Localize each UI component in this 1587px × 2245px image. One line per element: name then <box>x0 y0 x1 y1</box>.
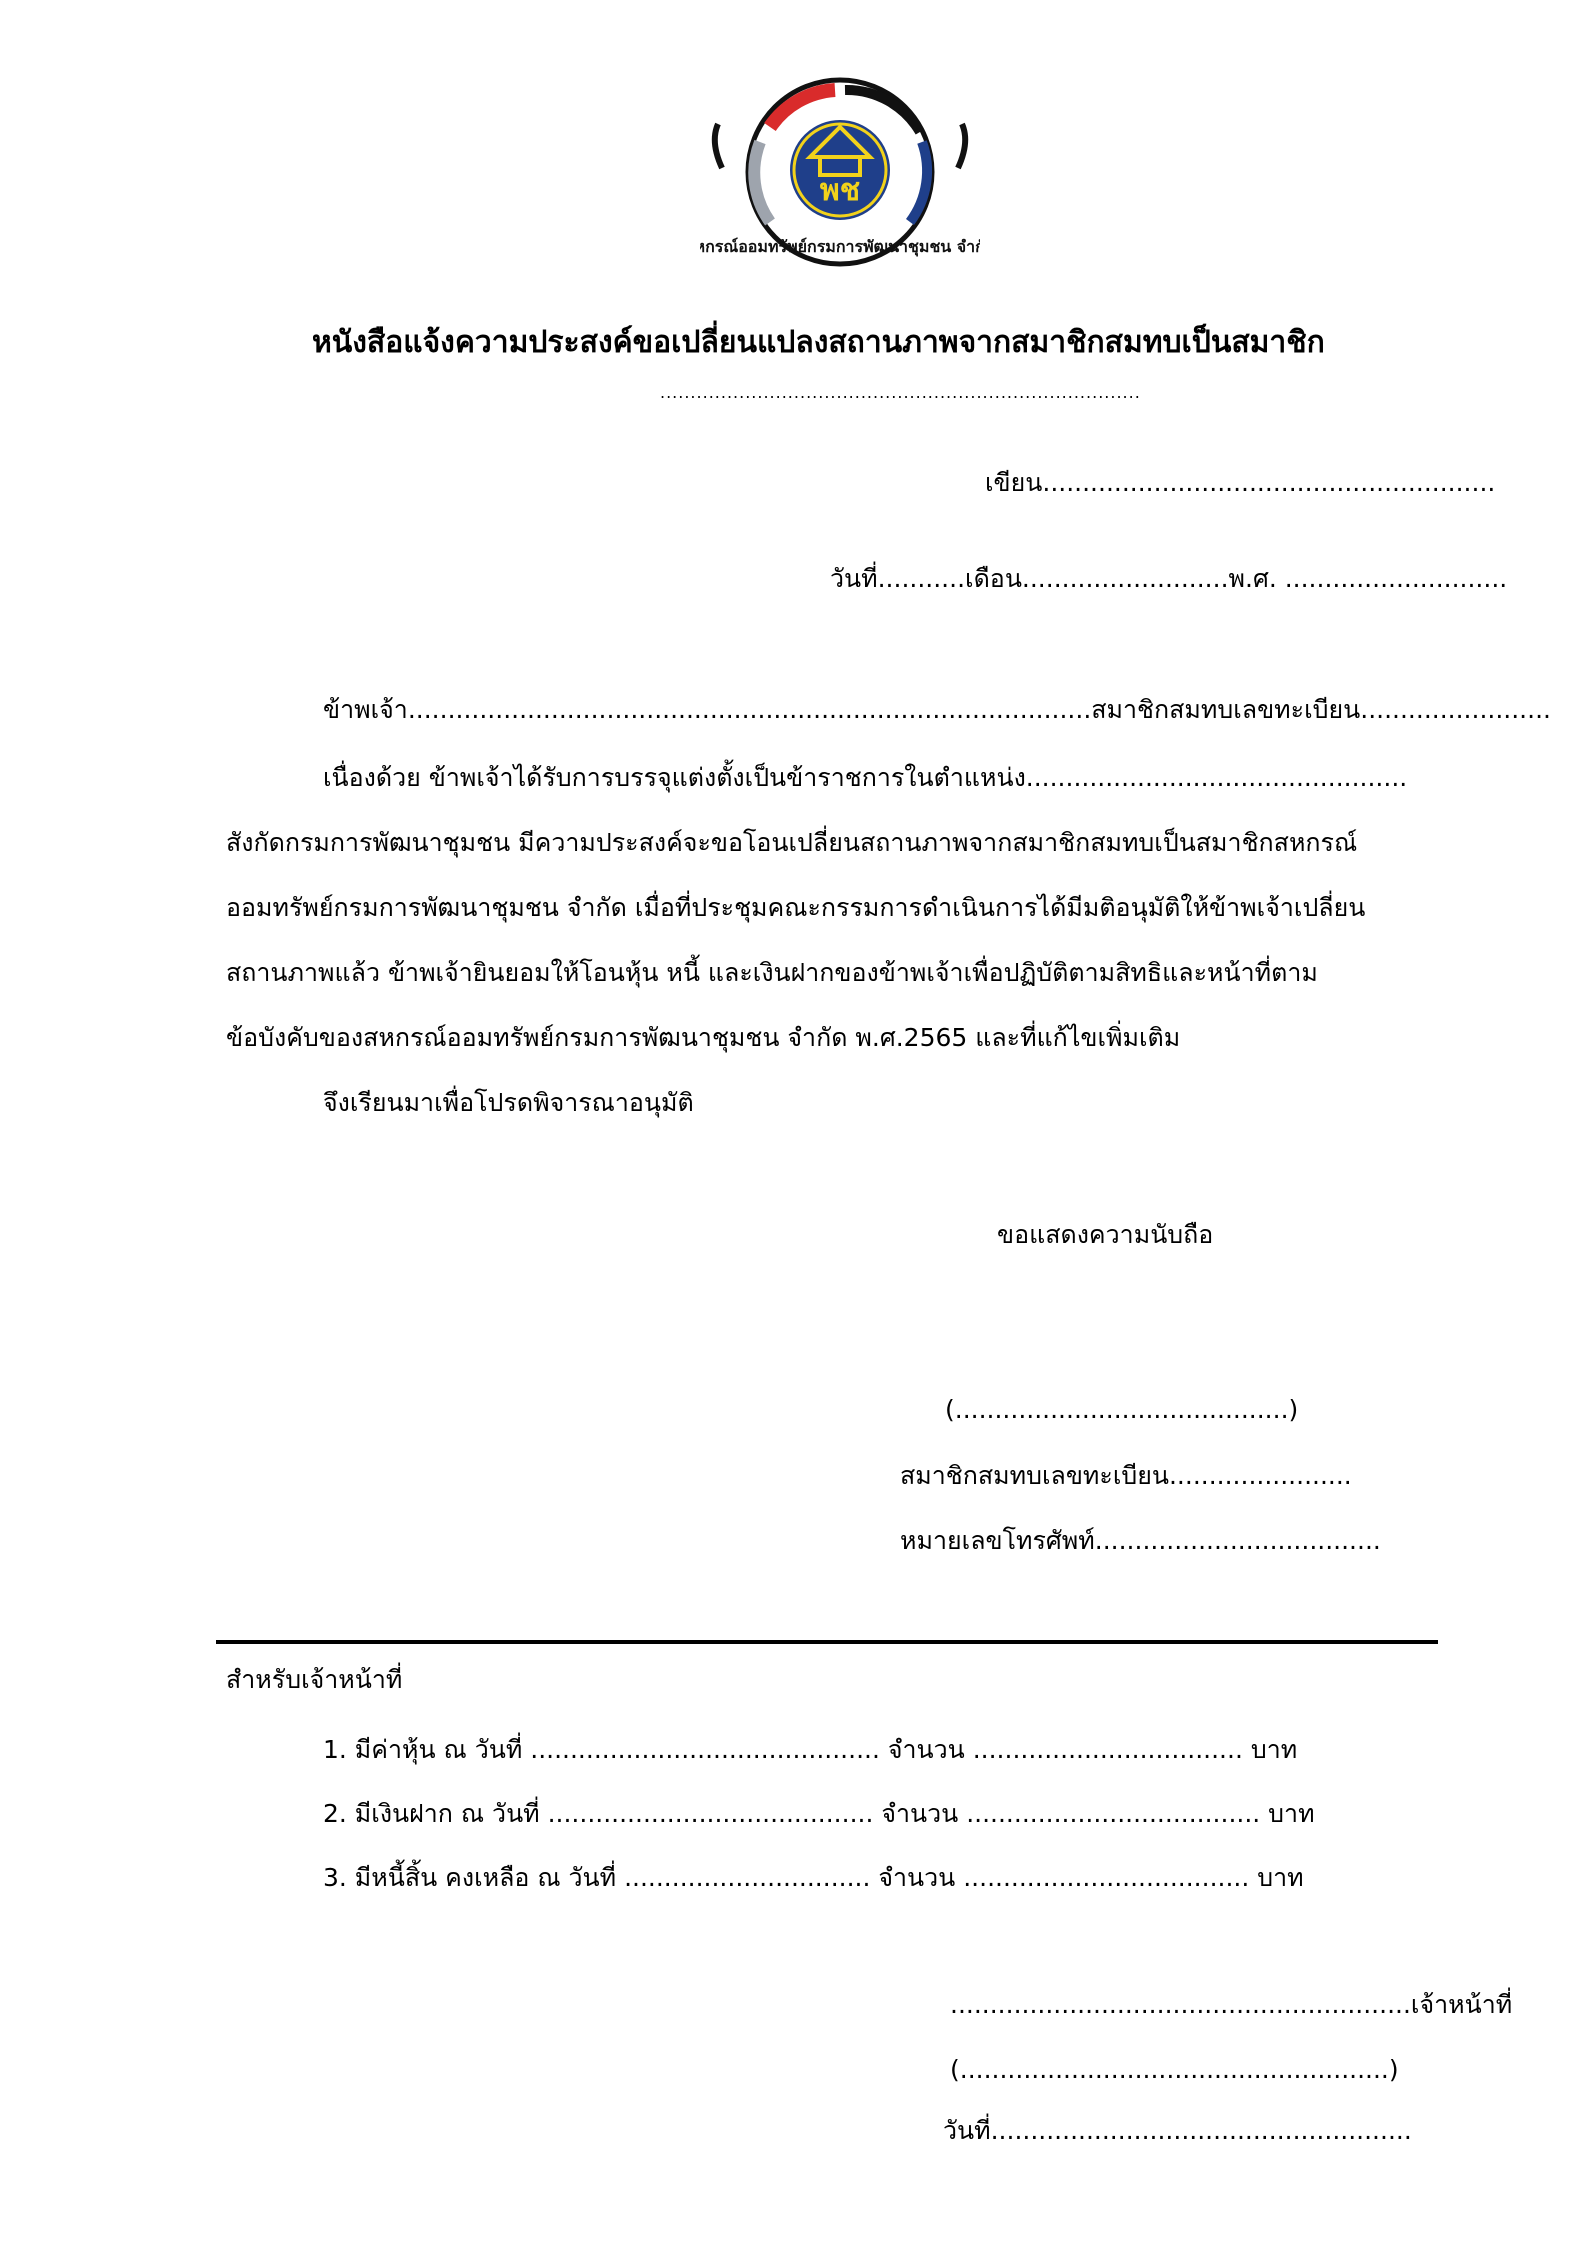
section-divider <box>216 1640 1438 1644</box>
phone-number-line: หมายเลขโทรศัพท์.................................... <box>900 1526 1381 1555</box>
signature-name-line: (..........................................) <box>945 1395 1299 1424</box>
member-number-line: สมาชิกสมทบเลขทะเบียน....................... <box>900 1461 1352 1490</box>
svg-text:พช: พช <box>819 173 861 208</box>
title-underline-dots: ............................................................................... <box>660 383 1141 402</box>
body-line-1: ข้าพเจ้า......................................................................................สมาชิกสมทบเลขทะเบียน........................ <box>323 695 1551 724</box>
body-line-7: จึงเรียนมาเพื่อโปรดพิจารณาอนุมัติ <box>323 1088 694 1117</box>
cooperative-logo <box>700 72 980 272</box>
officer-item-2: 2. มีเงินฝาก ณ วันที่ ......................................... จำนวน ..................................... บาท <box>323 1799 1315 1828</box>
cooperative-seal-graphic <box>700 72 980 272</box>
svg-text:สหกรณ์ออมทรัพย์กรมการพัฒนาชุมช: สหกรณ์ออมทรัพย์กรมการพัฒนาชุมชน จำกัด <box>700 237 980 256</box>
officer-heading: สำหรับเจ้าหน้าที่ <box>226 1665 403 1694</box>
officer-item-3: 3. มีหนี้สิ้น คงเหลือ ณ วันที่ ............................... จำนวน .................................... บาท <box>323 1863 1304 1892</box>
officer-name-line: (......................................................) <box>950 2055 1399 2084</box>
page-title: หนังสือแจ้งความประสงค์ขอเปลี่ยนแปลงสถานภาพจากสมาชิกสมทบเป็นสมาชิก <box>312 325 1325 360</box>
officer-item-1: 1. มีค่าหุ้น ณ วันที่ ............................................ จำนวน .................................. บาท <box>323 1735 1298 1764</box>
body-line-3: สังกัดกรมการพัฒนาชุมชน มีความประสงค์จะขอโอนเปลี่ยนสถานภาพจากสมาชิกสมทบเป็นสมาชิกสหกรณ์ <box>226 828 1358 857</box>
officer-signature-line: ..........................................................เจ้าหน้าที่ <box>950 1990 1513 2019</box>
body-line-2: เนื่องด้วย ข้าพเจ้าได้รับการบรรจุแต่งตั้งเป็นข้าราชการในตำแหน่ง................................................ <box>323 763 1408 792</box>
date-line: วันที่...........เดือน..........................พ.ศ. ............................ <box>830 564 1508 593</box>
closing-text: ขอแสดงความนับถือ <box>997 1220 1214 1249</box>
body-line-4: ออมทรัพย์กรมการพัฒนาชุมชน จำกัด เมื่อที่ประชุมคณะกรรมการดำเนินการได้มีมติอนุมัติให้ข้าพเจ้าเปลี่ยน <box>226 893 1366 922</box>
officer-date-line: วันที่..................................................... <box>943 2116 1412 2145</box>
body-line-6: ข้อบังคับของสหกรณ์ออมทรัพย์กรมการพัฒนาชุมชน จำกัด พ.ศ.2565 และที่แก้ไขเพิ่มเติม <box>226 1023 1181 1052</box>
body-line-5: สถานภาพแล้ว ข้าพเจ้ายินยอมให้โอนหุ้น หนี้ และเงินฝากของข้าพเจ้าเพื่อปฏิบัติตามสิทธิและหน้าที่ตาม <box>226 958 1318 987</box>
written-at-line: เขียน......................................................... <box>985 468 1496 497</box>
